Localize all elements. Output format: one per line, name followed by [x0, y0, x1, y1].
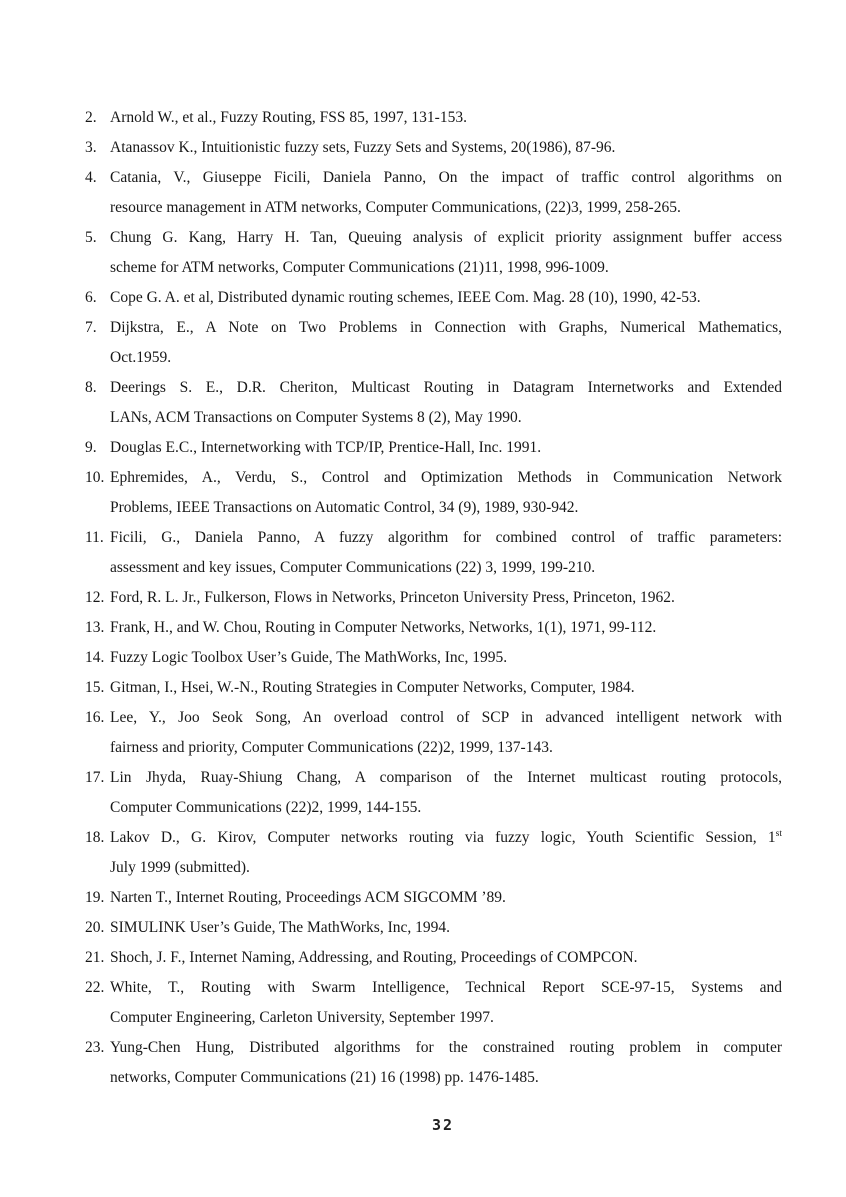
reference-number: 2. [85, 109, 97, 126]
reference-line [110, 793, 782, 823]
reference-line [110, 313, 782, 343]
reference-text [110, 103, 782, 133]
reference-number: 20. [85, 919, 105, 936]
reference-item [85, 883, 785, 913]
reference-line [110, 433, 782, 463]
reference-item [85, 673, 785, 703]
reference-item [85, 133, 785, 163]
reference-number: 6. [85, 289, 97, 306]
reference-line-text: Lakov D., G. Kirov, Computer networks routing via fuzzy logic, Youth Scientific Session, 1 [110, 829, 776, 846]
reference-line-text: Problems, IEEE Transactions on Automatic Control, 34 (9), 1989, 930-942. [110, 499, 579, 516]
reference-item [85, 613, 785, 643]
reference-item [85, 943, 785, 973]
reference-line-text: assessment and key issues, Computer Communications (22) 3, 1999, 199-210. [110, 559, 596, 576]
reference-item [85, 823, 785, 883]
reference-line [110, 823, 782, 853]
reference-line [110, 733, 782, 763]
reference-line-text: White, T., Routing with Swarm Intelligence, Technical Report SCE-97-15, Systems and [110, 979, 782, 996]
reference-line [110, 1003, 782, 1033]
reference-item [85, 283, 785, 313]
reference-line-text: July 1999 (submitted). [110, 859, 250, 876]
reference-line [110, 463, 782, 493]
reference-text [110, 973, 782, 1033]
reference-number: 4. [85, 169, 97, 186]
superscript-ordinal: st [775, 827, 782, 839]
reference-text [110, 823, 782, 883]
reference-number: 7. [85, 319, 97, 336]
reference-text [110, 163, 782, 223]
reference-line [110, 583, 782, 613]
reference-text [110, 283, 782, 313]
reference-number: 18. [85, 829, 105, 846]
reference-item [85, 643, 785, 673]
reference-line-text: Lin Jhyda, Ruay-Shiung Chang, A comparison of the Internet multicast routing protocols, [110, 769, 782, 786]
reference-line [110, 523, 782, 553]
reference-item [85, 583, 785, 613]
reference-item [85, 373, 785, 433]
reference-number: 3. [85, 139, 97, 156]
reference-text [110, 133, 782, 163]
reference-line [110, 763, 782, 793]
reference-number: 8. [85, 379, 97, 396]
reference-line-text: SIMULINK User’s Guide, The MathWorks, Inc, 1994. [110, 919, 450, 936]
reference-line-text: Yung-Chen Hung, Distributed algorithms for the constrained routing problem in computer [110, 1039, 782, 1056]
reference-text [110, 433, 782, 463]
reference-line [110, 373, 782, 403]
reference-line [110, 553, 782, 583]
reference-text [110, 943, 782, 973]
reference-text [110, 703, 782, 763]
reference-line [110, 973, 782, 1003]
reference-line [110, 193, 782, 223]
reference-line-text: Catania, V., Giuseppe Ficili, Daniela Panno, On the impact of traffic control algorithms on [110, 169, 782, 186]
reference-line-text: resource management in ATM networks, Computer Communications, (22)3, 1999, 258-265. [110, 199, 681, 216]
reference-line [110, 163, 782, 193]
reference-line [110, 133, 782, 163]
reference-number: 19. [85, 889, 105, 906]
reference-item [85, 313, 785, 373]
reference-number: 14. [85, 649, 105, 666]
reference-number: 15. [85, 679, 105, 696]
reference-line-text: Chung G. Kang, Harry H. Tan, Queuing analysis of explicit priority assignment buffer access [110, 229, 782, 246]
reference-line-text: Ford, R. L. Jr., Fulkerson, Flows in Networks, Princeton University Press, Princeton, 1962. [110, 589, 675, 606]
reference-text [110, 913, 782, 943]
reference-text [110, 613, 782, 643]
reference-line [110, 643, 782, 673]
reference-text [110, 763, 782, 823]
reference-number: 5. [85, 229, 97, 246]
reference-list [85, 103, 785, 1093]
reference-item [85, 463, 785, 523]
reference-text [110, 313, 782, 373]
reference-text [110, 673, 782, 703]
reference-line-text: Atanassov K., Intuitionistic fuzzy sets, Fuzzy Sets and Systems, 20(1986), 87-96. [110, 139, 616, 156]
reference-line-text: Gitman, I., Hsei, W.-N., Routing Strategies in Computer Networks, Computer, 1984. [110, 679, 635, 696]
reference-text [110, 223, 782, 283]
reference-item [85, 973, 785, 1033]
reference-line [110, 913, 782, 943]
reference-number: 9. [85, 439, 97, 456]
reference-item [85, 163, 785, 223]
reference-line [110, 613, 782, 643]
reference-line-text: Deerings S. E., D.R. Cheriton, Multicast Routing in Datagram Internetworks and Extended [110, 379, 782, 396]
reference-line-text: Ficili, G., Daniela Panno, A fuzzy algorithm for combined control of traffic parameters: [110, 529, 782, 546]
reference-text [110, 883, 782, 913]
reference-line-text: Narten T., Internet Routing, Proceedings ACM SIGCOMM ’89. [110, 889, 506, 906]
reference-item [85, 103, 785, 133]
reference-line-text: Computer Communications (22)2, 1999, 144-155. [110, 799, 422, 816]
reference-line [110, 403, 782, 433]
reference-line-text: Fuzzy Logic Toolbox User’s Guide, The MathWorks, Inc, 1995. [110, 649, 508, 666]
reference-text [110, 523, 782, 583]
reference-item [85, 523, 785, 583]
reference-number: 17. [85, 769, 105, 786]
reference-item [85, 703, 785, 763]
reference-number: 23. [85, 1039, 105, 1056]
reference-line-text: networks, Computer Communications (21) 16 (1998) pp. 1476-1485. [110, 1069, 539, 1086]
reference-line-text: Cope G. A. et al, Distributed dynamic routing schemes, IEEE Com. Mag. 28 (10), 1990, 42-53. [110, 289, 701, 306]
reference-number: 11. [85, 529, 104, 546]
reference-line-text: Douglas E.C., Internetworking with TCP/IP, Prentice-Hall, Inc. 1991. [110, 439, 542, 456]
reference-line-text: Frank, H., and W. Chou, Routing in Computer Networks, Networks, 1(1), 1971, 99-112. [110, 619, 657, 636]
reference-text [110, 643, 782, 673]
reference-line [110, 493, 782, 523]
reference-line-text: Arnold W., et al., Fuzzy Routing, FSS 85, 1997, 131-153. [110, 109, 467, 126]
reference-line-text: Shoch, J. F., Internet Naming, Addressing, and Routing, Proceedings of COMPCON. [110, 949, 638, 966]
reference-number: 22. [85, 979, 105, 996]
reference-line [110, 883, 782, 913]
reference-line-text: scheme for ATM networks, Computer Communications (21)11, 1998, 996-1009. [110, 259, 609, 276]
reference-number: 13. [85, 619, 105, 636]
reference-line [110, 343, 782, 373]
reference-number: 21. [85, 949, 105, 966]
reference-item [85, 763, 785, 823]
reference-line-text: Dijkstra, E., A Note on Two Problems in Connection with Graphs, Numerical Mathematics, [110, 319, 782, 336]
reference-line-text: Lee, Y., Joo Seok Song, An overload control of SCP in advanced intelligent network with [110, 709, 782, 726]
reference-text [110, 1033, 782, 1093]
reference-text [110, 583, 782, 613]
reference-line [110, 853, 782, 883]
reference-line-text: fairness and priority, Computer Communications (22)2, 1999, 137-143. [110, 739, 553, 756]
reference-line [110, 103, 782, 133]
page-number: 32 [431, 1116, 455, 1134]
reference-line [110, 703, 782, 733]
reference-text [110, 463, 782, 523]
reference-line [110, 223, 782, 253]
reference-line-text: Computer Engineering, Carleton University, September 1997. [110, 1009, 494, 1026]
reference-line [110, 943, 782, 973]
reference-item [85, 223, 785, 283]
reference-item [85, 913, 785, 943]
reference-line-text: LANs, ACM Transactions on Computer Systems 8 (2), May 1990. [110, 409, 522, 426]
reference-line [110, 253, 782, 283]
reference-item [85, 1033, 785, 1093]
reference-text [110, 373, 782, 433]
reference-item [85, 433, 785, 463]
reference-line-text: Oct.1959. [110, 349, 172, 366]
reference-line [110, 283, 782, 313]
reference-number: 16. [85, 709, 105, 726]
reference-line-text: Ephremides, A., Verdu, S., Control and Optimization Methods in Communication Network [110, 469, 782, 486]
reference-number: 12. [85, 589, 105, 606]
reference-line [110, 1063, 782, 1093]
reference-line [110, 1033, 782, 1063]
reference-line [110, 673, 782, 703]
reference-number: 10. [85, 469, 105, 486]
